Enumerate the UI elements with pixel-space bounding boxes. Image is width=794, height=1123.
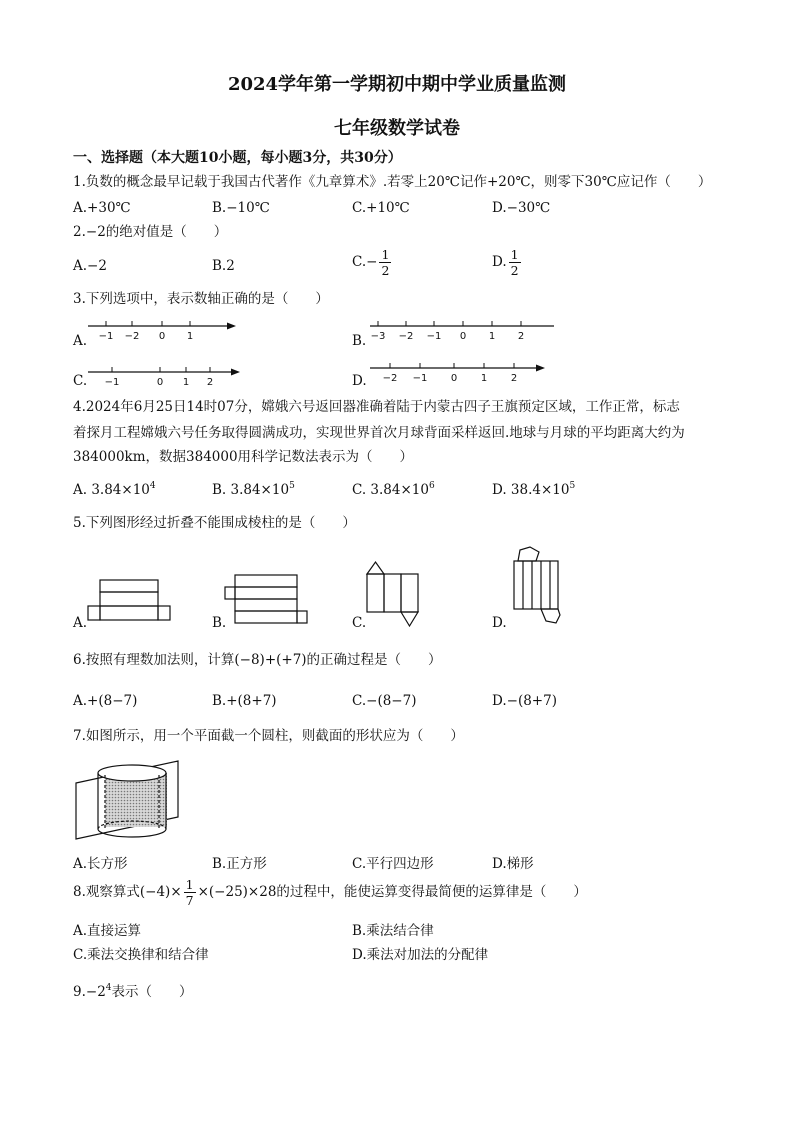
q8-option-b: B.乘法结合律 [352, 923, 434, 939]
axis-label: 2 [206, 377, 214, 388]
axis-label: −1 [412, 373, 428, 384]
q2-option-d-prefix: D. [492, 254, 507, 270]
q5-stem: 5.下列图形经过折叠不能围成棱柱的是（ ） [73, 515, 356, 531]
q1-option-c: C.+10℃ [352, 200, 410, 216]
q6-stem: 6.按照有理数加法则，计算(−8)+(+7)的正确过程是（ ） [73, 652, 442, 668]
q2-option-a: A.−2 [73, 258, 107, 274]
axis-label: 0 [459, 331, 467, 342]
q8-stem-suffix: ×(−25)×28的过程中，能使运算变得最简便的运算律是（ ） [197, 884, 587, 900]
q7-stem: 7.如图所示，用一个平面截一个圆柱，则截面的形状应为（ ） [73, 728, 464, 744]
axis-label: −2 [382, 373, 398, 384]
fraction-numerator: 1 [510, 247, 519, 262]
q8-fraction [184, 877, 196, 908]
axis-label: 2 [510, 373, 518, 384]
number-line-d [368, 358, 558, 388]
q9-stem-prefix: 9.−2 [73, 984, 106, 1000]
q4-option-c-exponent: 6 [428, 481, 435, 491]
q7-option-b: B.正方形 [212, 856, 267, 872]
q8-option-a: A.直接运算 [73, 923, 142, 939]
q8-stem [73, 877, 587, 908]
q4-option-b-base: B. 3.84×10 [212, 482, 290, 498]
q3-option-d: D. [352, 373, 367, 389]
q3-option-c: C. [73, 373, 88, 389]
q1-stem: 1.负数的概念最早记载于我国古代著作《九章算术》.若零上20℃记作+20℃，则零下30℃应记作（ ） [73, 174, 712, 190]
page-subtitle: 七年级数学试卷 [334, 118, 460, 139]
axis-label: 0 [158, 331, 166, 342]
q9-stem-suffix: 表示（ ） [111, 984, 193, 1000]
fraction-numerator: 1 [185, 877, 194, 892]
cylinder-section-figure [72, 757, 192, 842]
q5-option-d: D. [492, 615, 507, 631]
q3-option-b: B. [352, 333, 367, 349]
q1-option-a: A.+30℃ [73, 200, 131, 216]
q2-option-d [492, 247, 523, 278]
axis-label: −1 [104, 377, 120, 388]
axis-label: 1 [480, 373, 488, 384]
q5-option-c: C. [352, 615, 367, 631]
axis-label: 1 [488, 331, 496, 342]
q4-line-1: 4.2024年6月25日14时07分，嫦娥六号返回器准确着陆于内蒙古四子王旗预定区域，工作正常，标志 [73, 399, 680, 415]
q9-stem [73, 983, 193, 1001]
q7-option-a: A.长方形 [73, 856, 128, 872]
q9-exponent: 4 [105, 983, 112, 993]
axis-label: −3 [370, 331, 386, 342]
q4-option-b [212, 481, 295, 499]
q7-option-d: D.梯形 [492, 856, 534, 872]
q2-option-d-fraction [509, 247, 521, 278]
fraction-denominator: 2 [381, 263, 390, 278]
axis-label: −1 [98, 331, 114, 342]
q8-option-d: D.乘法对加法的分配律 [352, 947, 489, 963]
prism-net-c [363, 560, 438, 630]
q4-line-3: 384000km，数据384000用科学记数法表示为（ ） [73, 449, 414, 465]
prism-net-d [508, 545, 568, 635]
fraction-denominator: 2 [510, 263, 519, 278]
section-heading: 一、选择题（本大题10小题，每小题3分，共30分） [73, 150, 402, 166]
q6-option-b: B.+(8+7) [212, 693, 277, 709]
q5-option-b: B. [212, 615, 227, 631]
q5-option-a: A. [73, 615, 88, 631]
q6-option-c: C.−(8−7) [352, 693, 417, 709]
axis-label: −1 [426, 331, 442, 342]
axis-label: −2 [124, 331, 140, 342]
number-line-b [368, 316, 558, 346]
q2-option-c-fraction [379, 247, 391, 278]
q4-option-c [352, 481, 435, 499]
q8-option-c: C.乘法交换律和结合律 [73, 947, 209, 963]
q4-option-a [73, 481, 156, 499]
prism-net-b [225, 575, 310, 630]
axis-label: 1 [186, 331, 194, 342]
axis-label: −2 [398, 331, 414, 342]
q4-option-a-exponent: 4 [149, 481, 156, 491]
page-title: 2024学年第一学期初中期中学业质量监测 [227, 74, 567, 95]
q6-option-d: D.−(8+7) [492, 693, 557, 709]
number-line-c [86, 362, 246, 392]
q1-option-b: B.−10℃ [212, 200, 270, 216]
q8-stem-prefix: 8.观察算式(−4)× [73, 884, 182, 900]
fraction-numerator: 1 [381, 247, 390, 262]
q4-option-b-exponent: 5 [289, 481, 295, 491]
q2-stem: 2.−2的绝对值是（ ） [73, 224, 228, 240]
q4-option-d [492, 481, 575, 499]
q4-option-d-exponent: 5 [569, 481, 576, 491]
q2-option-c-prefix: C.− [352, 254, 378, 270]
q4-option-a-base: A. 3.84×10 [73, 482, 150, 498]
number-line-a [86, 316, 246, 346]
q7-option-c: C.平行四边形 [352, 856, 434, 872]
axis-label: 0 [450, 373, 458, 384]
q4-option-d-base: D. 38.4×10 [492, 482, 570, 498]
fraction-denominator: 7 [185, 893, 194, 908]
q4-option-c-base: C. 3.84×10 [352, 482, 429, 498]
axis-label: 1 [182, 377, 190, 388]
q3-stem: 3.下列选项中，表示数轴正确的是（ ） [73, 291, 329, 307]
q1-option-d: D.−30℃ [492, 200, 551, 216]
axis-label: 2 [517, 331, 525, 342]
q4-line-2: 着探月工程嫦娥六号任务取得圆满成功，实现世界首次月球背面采样返回.地球与月球的平均距离大约为 [73, 425, 685, 441]
q2-option-c [352, 247, 393, 278]
q6-option-a: A.+(8−7) [73, 693, 138, 709]
axis-label: 0 [156, 377, 164, 388]
q3-option-a: A. [73, 333, 88, 349]
prism-net-a [88, 580, 178, 625]
q2-option-b: B.2 [212, 258, 235, 274]
